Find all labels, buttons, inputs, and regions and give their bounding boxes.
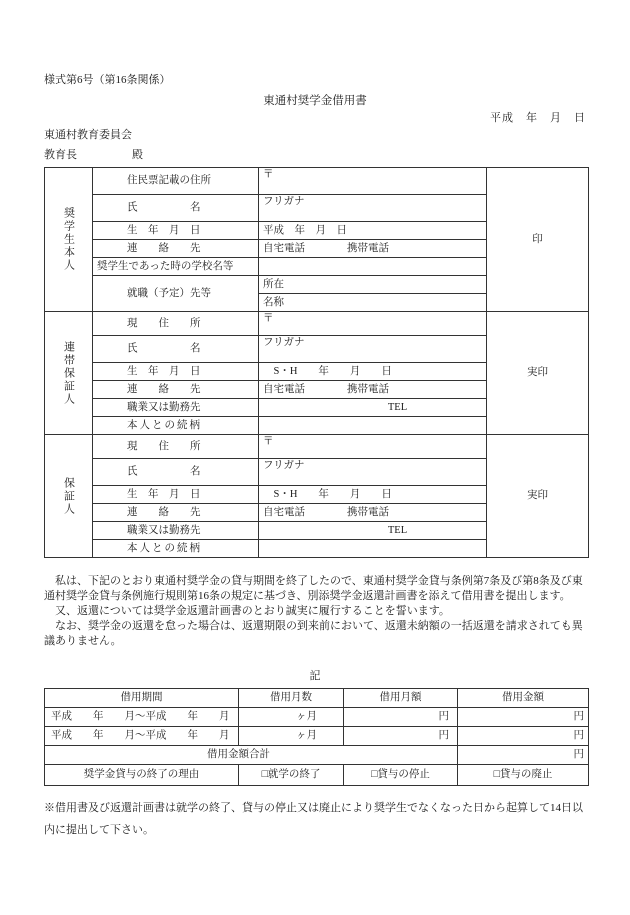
seal-box: 印 xyxy=(487,168,589,312)
field-value[interactable] xyxy=(259,258,487,276)
form-number: 様式第6号（第16条関係） xyxy=(44,74,171,86)
statement-paragraph: なお、奨学金の返還を怠った場合は、返還期限の到来前において、返還未納額の一括返還を請求されても異議ありません。 xyxy=(44,620,583,647)
reason-label: 奨学金貸与の終了の理由 xyxy=(45,765,239,786)
field-label: 連 絡 先 xyxy=(93,504,259,522)
field-label: 本人との続柄 xyxy=(93,540,259,558)
field-value[interactable]: フリガナ xyxy=(259,336,487,363)
field-label: 氏 名 xyxy=(93,459,259,486)
reason-option-suspension[interactable]: □貸与の停止 xyxy=(344,765,458,786)
field-label: 氏 名 xyxy=(93,336,259,363)
statement-paragraph: 私は、下記のとおり東通村奨学金の貸与期間を終了したので、東通村奨学金貸与条例第7条及び第8条及び東通村奨学金貸与条例施行規則第16条の規定に基づき、別添奨学金返還計画書を添えて借用書を提出します。 xyxy=(44,575,583,602)
field-value[interactable]: 平成 年 月 日 xyxy=(259,222,487,240)
field-value[interactable]: S・H 年 月 日 xyxy=(259,486,487,504)
addressee-person: 教育長 殿 xyxy=(44,149,143,161)
field-label: 職業又は勤務先 xyxy=(93,522,259,540)
loan-table xyxy=(44,688,589,786)
ki-heading: 記 xyxy=(309,670,321,682)
reason-option-completion[interactable]: □就学の終了 xyxy=(239,765,344,786)
field-label: 就職（予定）先等 xyxy=(93,276,259,312)
reason-option-abolition[interactable]: □貸与の廃止 xyxy=(458,765,589,786)
date-line: 平成 年 月 日 xyxy=(490,112,586,124)
field-label: 現 住 所 xyxy=(93,435,259,459)
field-value[interactable]: フリガナ xyxy=(259,195,487,222)
loan-period[interactable]: 平成 年 月〜平成 年 月 xyxy=(45,708,239,727)
field-label: 生 年 月 日 xyxy=(93,486,259,504)
loan-monthly[interactable]: 円 xyxy=(344,727,458,746)
field-value[interactable]: 自宅電話 携帯電話 xyxy=(259,381,487,399)
field-value[interactable]: 〒 xyxy=(259,435,487,459)
section-label-guarantor: 保証人 xyxy=(45,435,93,558)
loan-months[interactable]: ヶ月 xyxy=(239,708,344,727)
loan-monthly[interactable]: 円 xyxy=(344,708,458,727)
document-title: 東通村奨学金借用書 xyxy=(263,95,367,107)
field-value[interactable]: 所在 xyxy=(259,276,487,294)
header-monthly: 借用月額 xyxy=(344,689,458,708)
section-label-joint-guarantor: 連帯保証人 xyxy=(45,312,93,435)
field-label: 連 絡 先 xyxy=(93,381,259,399)
field-value[interactable]: TEL xyxy=(259,399,487,417)
loan-total[interactable]: 円 xyxy=(458,708,589,727)
field-value[interactable]: フリガナ xyxy=(259,459,487,486)
field-label: 氏 名 xyxy=(93,195,259,222)
footnote: ※借用書及び返還計画書は就学の終了、貸与の停止又は廃止により奨学生でなくなった日から起算して14日以内に提出して下さい。 xyxy=(44,802,583,836)
field-value[interactable] xyxy=(259,540,487,558)
sum-value[interactable]: 円 xyxy=(458,746,589,765)
field-label: 職業又は勤務先 xyxy=(93,399,259,417)
field-label: 生 年 月 日 xyxy=(93,363,259,381)
header-period: 借用期間 xyxy=(45,689,239,708)
field-value[interactable]: 自宅電話 携帯電話 xyxy=(259,504,487,522)
field-value[interactable]: S・H 年 月 日 xyxy=(259,363,487,381)
field-label: 本人との続柄 xyxy=(93,417,259,435)
field-label: 現 住 所 xyxy=(93,312,259,336)
loan-period[interactable]: 平成 年 月〜平成 年 月 xyxy=(45,727,239,746)
applicant-table xyxy=(44,167,589,558)
field-value[interactable]: 〒 xyxy=(259,312,487,336)
seal-box: 実印 xyxy=(487,435,589,558)
field-label: 連 絡 先 xyxy=(93,240,259,258)
field-value[interactable]: 〒 xyxy=(259,168,487,195)
statement xyxy=(44,574,592,649)
field-label: 住民票記載の住所 xyxy=(93,168,259,195)
field-value[interactable]: 名称 xyxy=(259,294,487,312)
field-label: 奨学生であった時の学校名等 xyxy=(93,258,259,276)
field-label: 生 年 月 日 xyxy=(93,222,259,240)
statement-paragraph: 又、返還については奨学金返還計画書のとおり誠実に履行することを誓います。 xyxy=(55,605,450,617)
header-months: 借用月数 xyxy=(239,689,344,708)
field-value[interactable]: 自宅電話 携帯電話 xyxy=(259,240,487,258)
field-value[interactable]: TEL xyxy=(259,522,487,540)
header-total: 借用金額 xyxy=(458,689,589,708)
loan-months[interactable]: ヶ月 xyxy=(239,727,344,746)
section-label-student: 奨学生本人 xyxy=(45,168,93,312)
seal-box: 実印 xyxy=(487,312,589,435)
sum-label: 借用金額合計 xyxy=(45,746,458,765)
field-value[interactable] xyxy=(259,417,487,435)
loan-total[interactable]: 円 xyxy=(458,727,589,746)
addressee-org: 東通村教育委員会 xyxy=(44,129,132,141)
